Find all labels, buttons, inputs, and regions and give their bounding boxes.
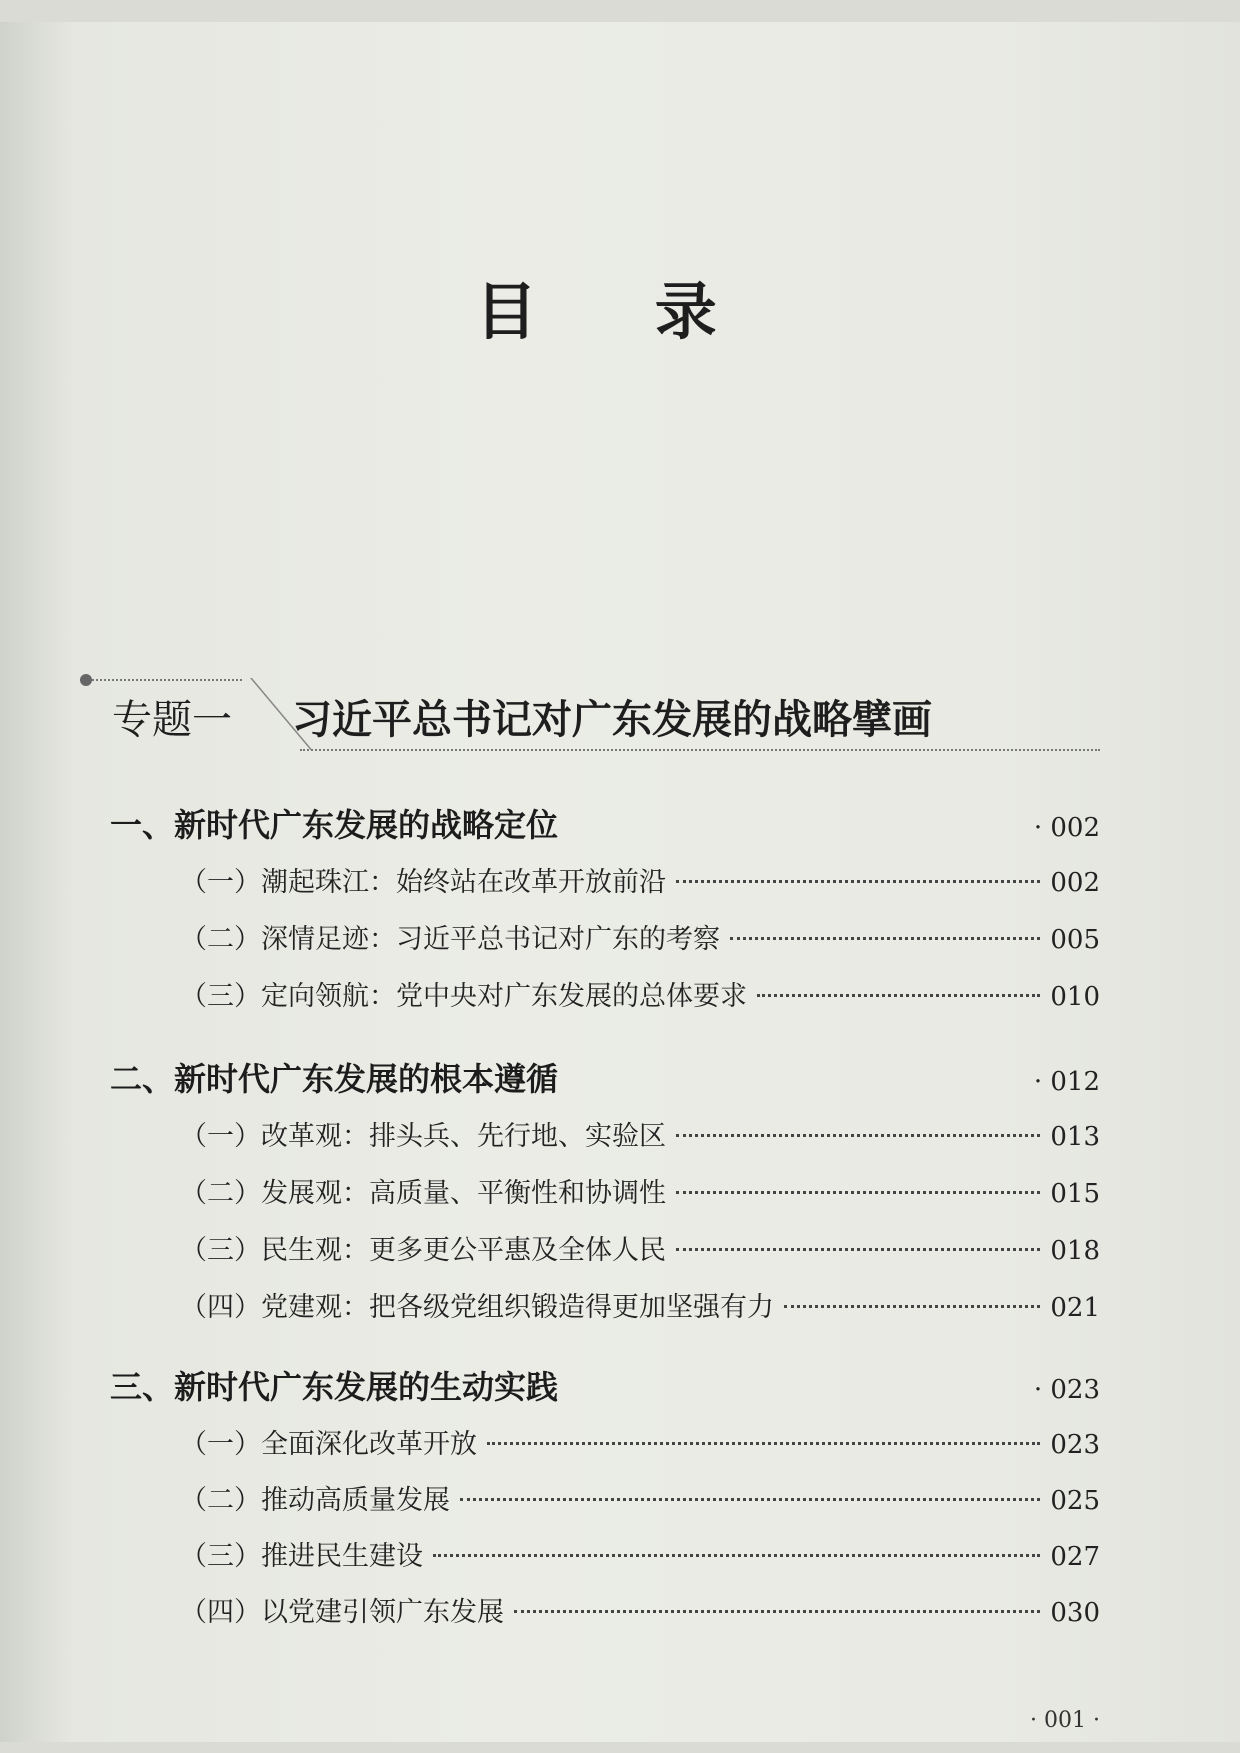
section-page: · 002 [1033, 813, 1100, 843]
entry-page: 010 [1050, 982, 1100, 1012]
topic-divider-bottom [300, 749, 1100, 751]
entry-page: 023 [1050, 1430, 1100, 1460]
entry-title: （三）推进民生建设 [180, 1541, 423, 1572]
toc-section[interactable] [110, 800, 1100, 844]
section-page: · 012 [1033, 1067, 1100, 1097]
entry-title: （一）全面深化改革开放 [180, 1429, 477, 1460]
entry-page: 015 [1050, 1179, 1100, 1209]
toc-entry[interactable] [180, 1114, 1100, 1150]
topic-bullet [80, 674, 92, 686]
entry-title: （三）民生观：更多更公平惠及全体人民 [180, 1235, 666, 1266]
leader-dots [460, 1498, 1040, 1501]
toc-section[interactable] [110, 1054, 1100, 1098]
entry-title: （一）改革观：排头兵、先行地、实验区 [180, 1121, 666, 1152]
toc-title: 目 录 [475, 275, 765, 348]
leader-dots [487, 1442, 1040, 1445]
leader-dots [730, 937, 1040, 940]
toc-entry[interactable] [180, 1422, 1100, 1458]
topic-label: 专题一 [112, 697, 232, 743]
leader-dots [676, 880, 1040, 883]
entry-page: 018 [1050, 1236, 1100, 1266]
toc-entry[interactable] [180, 1228, 1100, 1264]
leader-dots [433, 1554, 1040, 1557]
entry-title: （二）深情足迹：习近平总书记对广东的考察 [180, 924, 720, 955]
entry-page: 025 [1050, 1486, 1100, 1516]
leader-dots [676, 1191, 1040, 1194]
section-page: · 023 [1033, 1375, 1100, 1405]
leader-dots [784, 1305, 1040, 1308]
toc-section[interactable] [110, 1362, 1100, 1406]
entry-page: 027 [1050, 1542, 1100, 1572]
leader-dots [514, 1610, 1040, 1613]
entry-title: （二）推动高质量发展 [180, 1485, 450, 1516]
toc-entry[interactable] [180, 974, 1100, 1010]
entry-title: （三）定向领航：党中央对广东发展的总体要求 [180, 981, 747, 1012]
leader-dots [676, 1248, 1040, 1251]
topic-heading [80, 674, 1100, 754]
entry-page: 005 [1050, 925, 1100, 955]
toc-entry[interactable] [180, 1534, 1100, 1570]
toc-entry[interactable] [180, 1590, 1100, 1626]
toc-entry[interactable] [180, 917, 1100, 953]
toc-entry[interactable] [180, 860, 1100, 896]
section-title: 二、新时代广东发展的根本遵循 [110, 1060, 559, 1098]
toc-entry[interactable] [180, 1285, 1100, 1321]
entry-title: （四）党建观：把各级党组织锻造得更加坚强有力 [180, 1292, 774, 1323]
section-title: 三、新时代广东发展的生动实践 [110, 1368, 559, 1406]
page-number: · 001 · [1030, 1708, 1100, 1733]
entry-title: （一）潮起珠江：始终站在改革开放前沿 [180, 867, 666, 898]
entry-page: 013 [1050, 1122, 1100, 1152]
topic-title: 习近平总书记对广东发展的战略擘画 [292, 697, 932, 743]
leader-dots [676, 1134, 1040, 1137]
toc-entry[interactable] [180, 1171, 1100, 1207]
toc-entry[interactable] [180, 1478, 1100, 1514]
entry-page: 030 [1050, 1598, 1100, 1628]
leader-dots [757, 994, 1040, 997]
topic-divider-top [92, 679, 242, 681]
entry-title: （二）发展观：高质量、平衡性和协调性 [180, 1178, 666, 1209]
entry-title: （四）以党建引领广东发展 [180, 1597, 504, 1628]
section-title: 一、新时代广东发展的战略定位 [110, 806, 559, 844]
book-page [0, 22, 1240, 1742]
entry-page: 002 [1050, 868, 1100, 898]
entry-page: 021 [1050, 1293, 1100, 1323]
